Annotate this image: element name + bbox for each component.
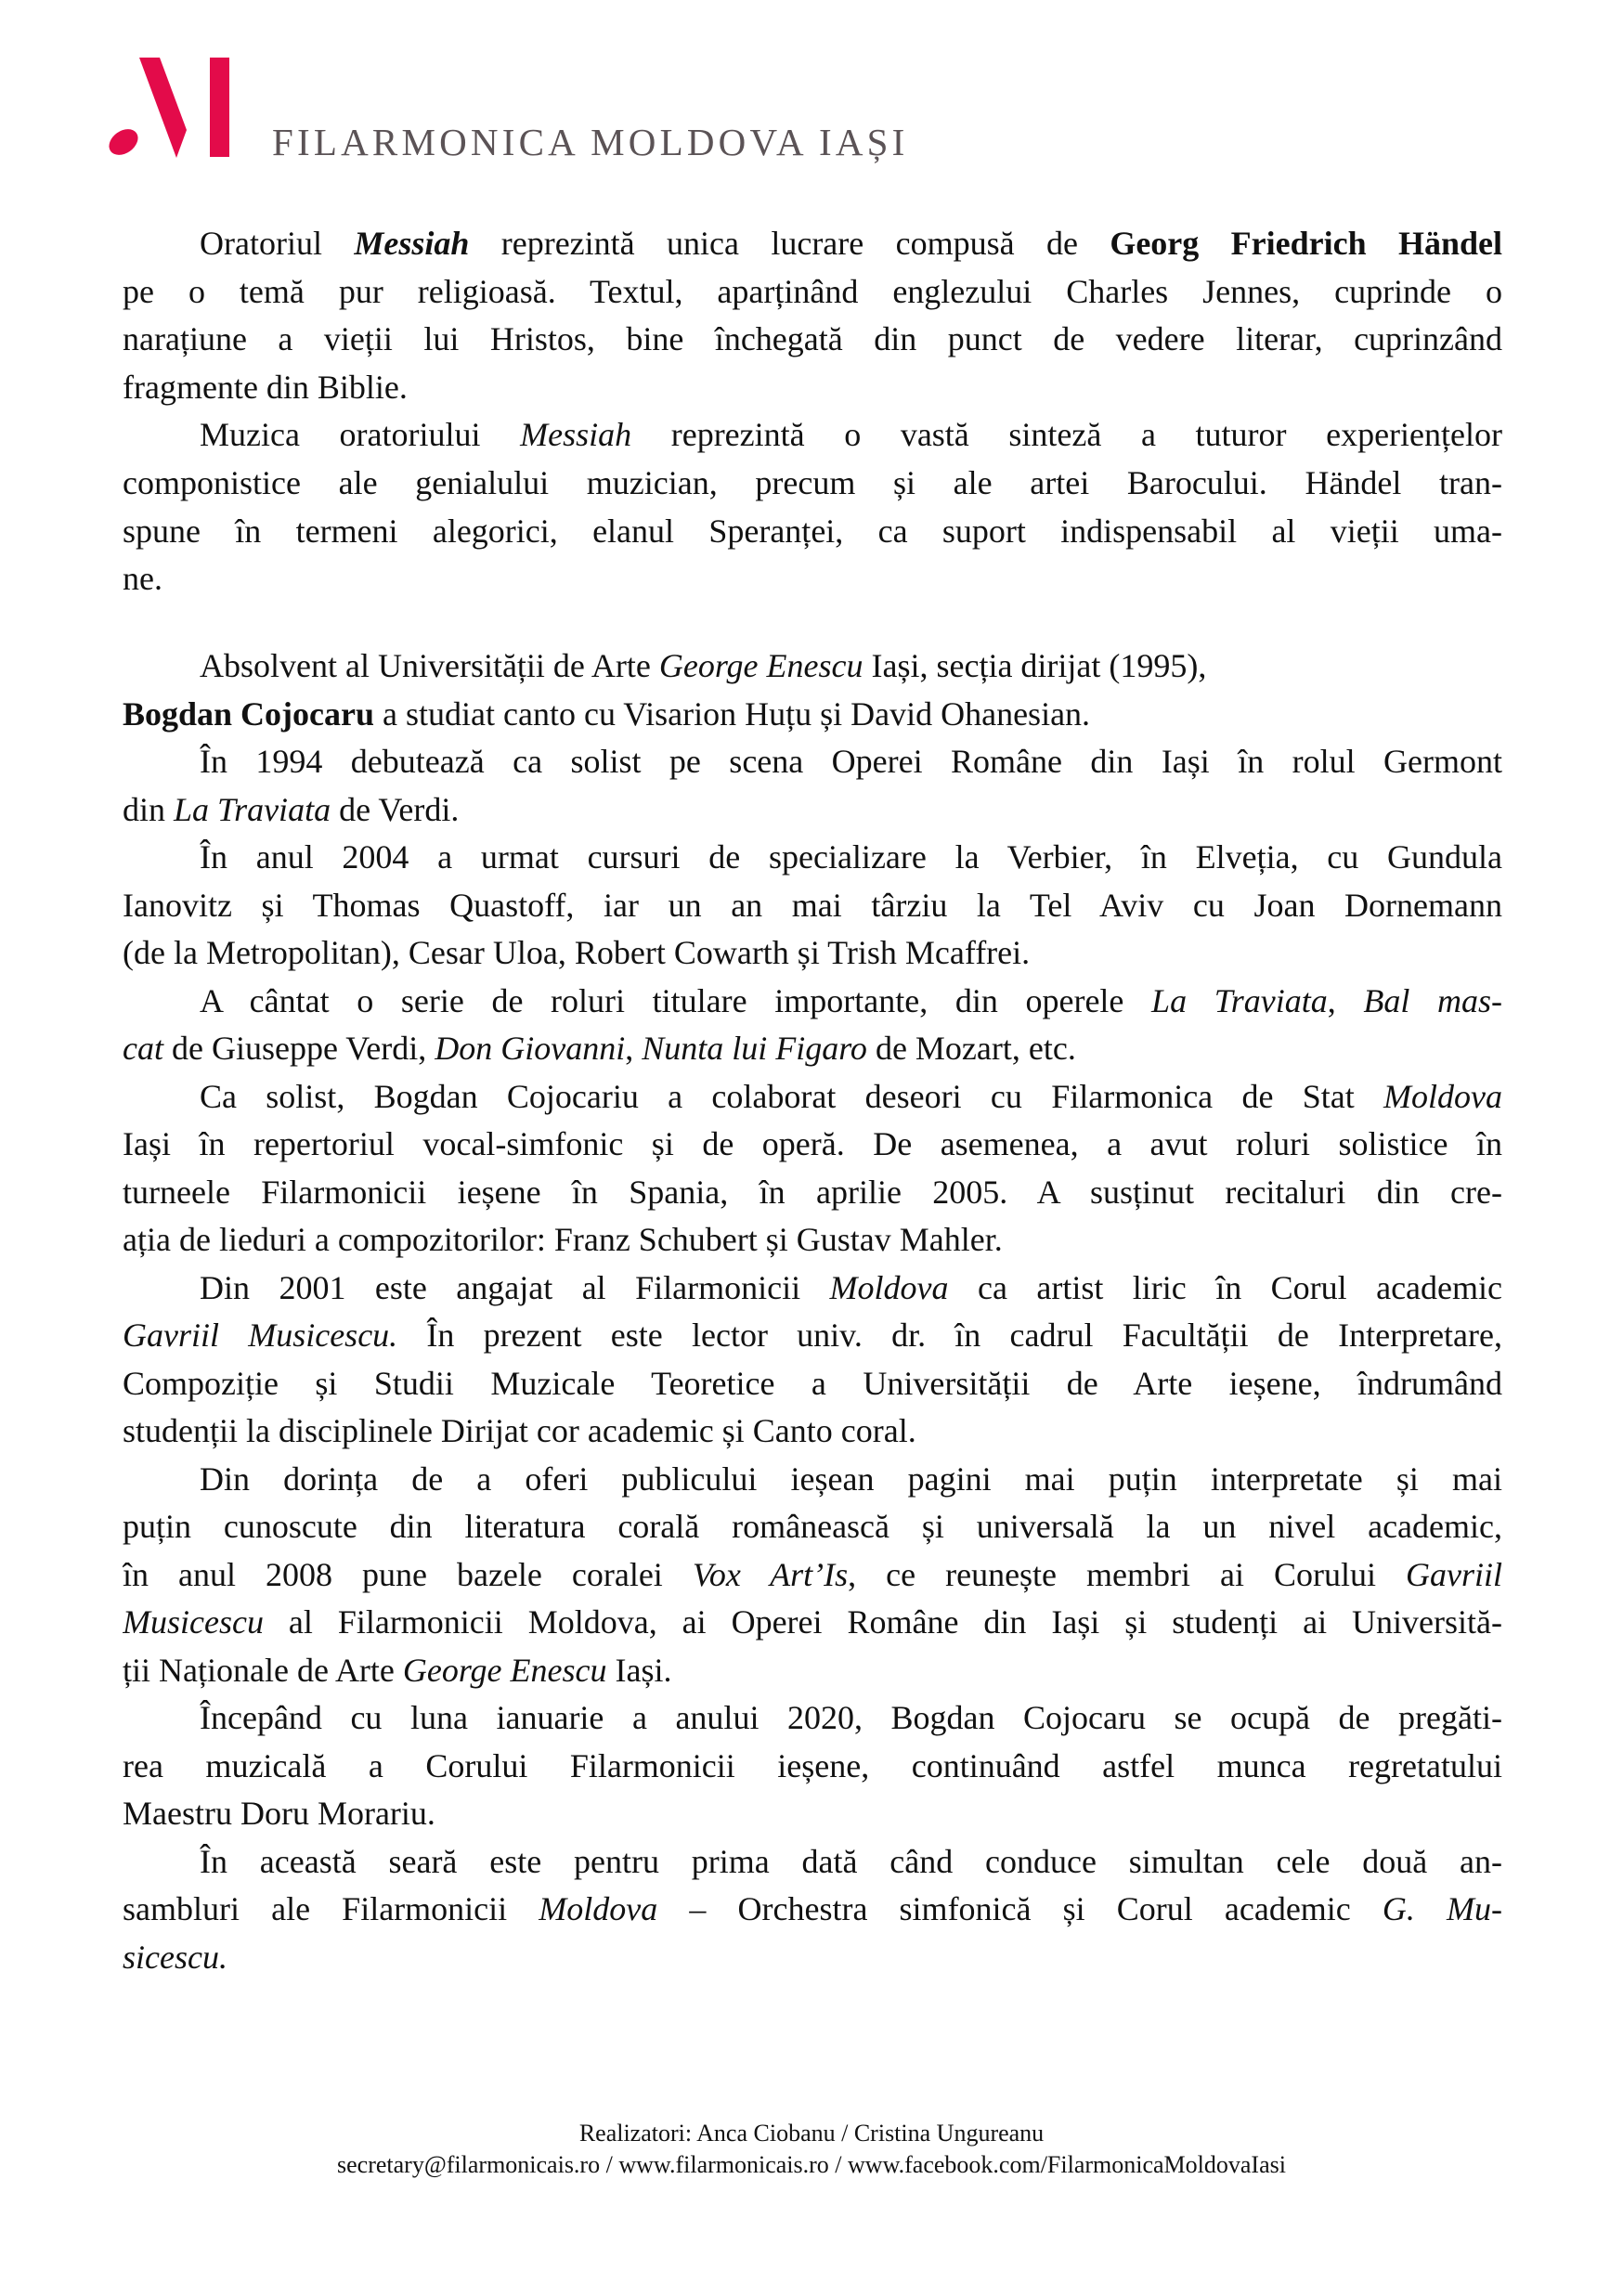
text-run: În 1994 debutează ca solist pe scena Operei Române din Iași în rolul Germont: [200, 743, 1502, 780]
text-run: În anul 2004 a urmat cursuri de specializare la Verbier, în Elveția, cu Gundula: [200, 838, 1502, 876]
footer-contacts: secretary@filarmonicais.ro / www.filarmonicais.ro / www.facebook.com/FilarmonicaMoldovaIasi: [337, 2151, 1286, 2178]
text-run: pe o temă pur religioasă. Textul, aparținând englezului Charles Jennes, cuprinde o: [123, 272, 1502, 310]
text-run: Oratoriul: [200, 225, 355, 262]
text-run: În prezent este lector univ. dr. în cadrul Facultății de Interpretare,: [397, 1317, 1502, 1354]
emphasized-text: Bal mas-: [1363, 981, 1502, 1019]
text-line: [123, 462, 1502, 503]
text-run: componistice ale genialului muzician, precum și ale artei Barocului. Händel tran-: [123, 464, 1502, 501]
text-run: narațiune a vieții lui Hristos, bine închegată din punct de vedere literar, cuprinzând: [123, 320, 1502, 358]
text-line: [200, 645, 1502, 686]
text-run: reprezintă o vastă sinteză a tuturor experiențelor: [631, 416, 1502, 454]
text-run: ,: [1327, 981, 1364, 1019]
text-line: [123, 1888, 1502, 1929]
text-run: ne.: [123, 560, 162, 598]
text-run: ca artist liric în Corul academic: [948, 1268, 1502, 1306]
text-run: a studiat canto cu Visarion Huțu și David Ohanesian.: [374, 694, 1091, 733]
text-run: ația de lieduri a compozitorilor: Franz Schubert și Gustav Mahler.: [123, 1221, 1003, 1258]
emphasized-text: sicescu.: [123, 1938, 227, 1976]
text-run: reprezintă unica lucrare compusă de: [469, 225, 1110, 262]
emphasized-text: Moldova: [539, 1890, 658, 1927]
text-line: [200, 837, 1502, 877]
text-run: fragmente din Biblie.: [123, 368, 408, 406]
text-run: studenții la disciplinele Dirijat cor academic și Canto coral.: [123, 1412, 916, 1449]
emphasized-text: cat: [123, 1030, 163, 1067]
text-line: [123, 1219, 1502, 1260]
text-run: , ce reunește membri ai Corului: [848, 1555, 1406, 1593]
text-run: Iași în repertoriul vocal-simfonic și de operă. De asemenea, a avut roluri solistice în: [123, 1125, 1502, 1162]
text-line: [123, 558, 1502, 599]
emphasized-text: Bogdan Cojocaru: [123, 694, 375, 733]
emphasized-text: George Enescu: [658, 647, 863, 684]
emphasized-text: Messiah: [520, 416, 632, 454]
emphasized-text: Gavriil: [1406, 1555, 1502, 1593]
emphasized-text: George Enescu: [402, 1651, 607, 1689]
text-line: [123, 1937, 1502, 1978]
text-line: [123, 932, 1502, 973]
text-run: ,: [625, 1030, 643, 1067]
text-run: Ca solist, Bogdan Cojocariu a colaborat deseori cu Filarmonica de Stat: [200, 1077, 1384, 1115]
text-run: Iași, secția dirijat (1995),: [863, 647, 1207, 684]
text-line: [123, 1410, 1502, 1451]
text-run: ții Naționale de Arte: [123, 1651, 403, 1689]
text-run: Din 2001 este angajat al Filarmonicii: [200, 1268, 830, 1306]
text-run: puțin cunoscute din literatura corală românească și universală la un nivel academic,: [123, 1508, 1502, 1545]
text-run: Din dorința de a oferi publicului ieșean pagini mai puțin interpretate și mai: [200, 1459, 1502, 1498]
text-run: în anul 2008 pune bazele coralei: [123, 1555, 693, 1593]
text-line: [123, 885, 1502, 926]
text-line: [123, 1793, 1502, 1834]
text-line: [123, 1745, 1502, 1786]
text-line: [200, 223, 1502, 264]
text-run: În această seară este pentru prima dată când conduce simultan cele două an-: [200, 1842, 1502, 1880]
text-line: [123, 1554, 1502, 1595]
text-line: [123, 1602, 1502, 1642]
text-line: [123, 1315, 1502, 1356]
text-run: de Mozart, etc.: [866, 1030, 1076, 1067]
text-line: [123, 789, 1502, 830]
text-line: [200, 414, 1502, 455]
text-line: [200, 1459, 1502, 1499]
text-line: [123, 318, 1502, 359]
text-run: turneele Filarmonicii ieșene în Spania, în aprilie 2005. A susținut recitaluri din cre-: [123, 1173, 1502, 1211]
text-line: [200, 1076, 1502, 1117]
text-run: Absolvent al Universității de Arte: [200, 647, 659, 684]
text-line: [123, 367, 1502, 408]
text-line: [123, 1172, 1502, 1213]
text-run: sambluri ale Filarmonicii: [123, 1890, 539, 1927]
text-run: Iași.: [606, 1651, 672, 1689]
text-run: Muzica oratoriului: [200, 416, 521, 454]
text-line: [200, 741, 1502, 782]
text-line: [200, 980, 1502, 1021]
text-run: de Verdi.: [331, 790, 460, 828]
text-run: spune în termeni alegorici, elanul Speranței, ca suport indispensabil al vieții uma-: [123, 512, 1502, 550]
text-run: al Filarmonicii Moldova, ai Operei Române din Iași și studenți ai Universită-: [263, 1603, 1502, 1641]
text-line: [200, 1697, 1502, 1738]
emphasized-text: Don Giovanni: [435, 1030, 626, 1067]
emphasized-text: Georg Friedrich Händel: [1110, 225, 1502, 262]
text-run: de Giuseppe Verdi,: [162, 1030, 435, 1067]
text-run: (de la Metropolitan), Cesar Uloa, Robert Cowarth și Trish Mcaffrei.: [123, 934, 1031, 971]
text-run: Maestru Doru Morariu.: [123, 1795, 435, 1832]
text-run: – Orchestra simfonică și Corul academic: [657, 1890, 1383, 1927]
emphasized-text: Messiah: [354, 225, 470, 262]
filarmonica-logo-icon: [93, 46, 241, 172]
emphasized-text: Vox Art’Is: [692, 1555, 849, 1593]
emphasized-text: La Traviata: [1151, 981, 1328, 1019]
emphasized-text: G. Mu-: [1382, 1890, 1502, 1927]
text-line: [123, 1363, 1502, 1404]
text-line: [200, 1841, 1502, 1882]
brand-name: FILARMONICA MOLDOVA IAȘI: [272, 121, 909, 163]
emphasized-text: La Traviata: [174, 790, 331, 828]
emphasized-text: Gavriil Musicescu.: [123, 1317, 398, 1354]
text-line: [123, 694, 1502, 734]
text-line: [123, 511, 1502, 551]
text-run: Compoziție și Studii Muzicale Teoretice a Universității de Arte ieșene, îndrumând: [123, 1364, 1502, 1402]
text-line: [123, 1506, 1502, 1547]
text-line: [123, 271, 1502, 312]
text-line: [200, 1267, 1502, 1308]
text-run: A cântat o serie de roluri titulare importante, din operele: [200, 981, 1152, 1019]
text-line: [123, 1123, 1502, 1164]
text-line: [123, 1650, 1502, 1691]
emphasized-text: Musicescu: [123, 1603, 264, 1641]
text-run: rea muzicală a Corului Filarmonicii ieșene, continuând astfel munca regretatului: [123, 1746, 1502, 1784]
text-run: din: [123, 790, 175, 828]
emphasized-text: Moldova: [1383, 1077, 1502, 1115]
text-run: Începând cu luna ianuarie a anului 2020, Bogdan Cojocaru se ocupă de pregăti-: [200, 1699, 1502, 1736]
footer-credits: Realizatori: Anca Ciobanu / Cristina Ungureanu: [578, 2120, 1045, 2147]
text-run: Ianovitz și Thomas Quastoff, iar un an mai târziu la Tel Aviv cu Joan Dornemann: [123, 886, 1502, 924]
emphasized-text: Moldova: [829, 1268, 949, 1306]
text-line: [123, 1028, 1502, 1069]
emphasized-text: Nunta lui Figaro: [642, 1030, 867, 1067]
